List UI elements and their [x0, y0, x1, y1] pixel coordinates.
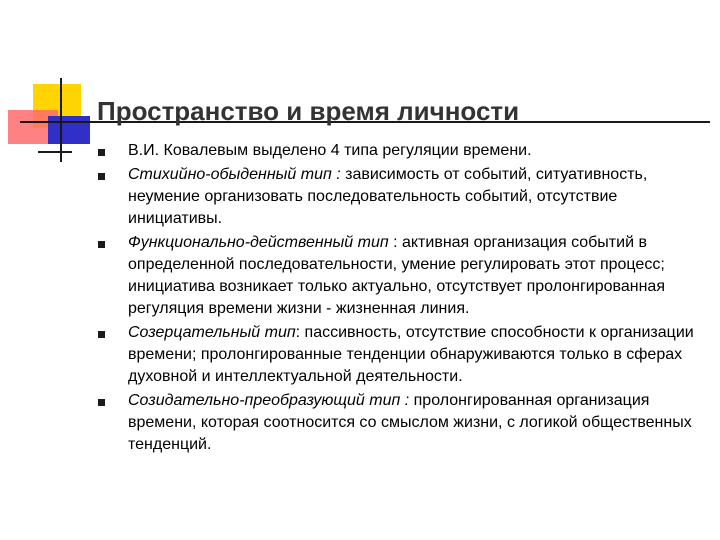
bullet-text: зависимость от событий, ситуативность, неумение организовать последовательность событий, отсутствие инициативы. [128, 166, 648, 227]
bullet-label: Созерцательный тип [128, 324, 296, 341]
slide-title: Пространство и время личности [97, 96, 520, 126]
bullet-text: : активная организация событий в определенной последовательности, умение регулировать этот процесс; инициатива возникает только актуально, отсутствует пролонгированная регуляция времени жизни - жизненная линия. [128, 234, 665, 317]
square-bullet-icon [98, 241, 105, 248]
decorative-vertical-line [60, 78, 62, 162]
bullet-item [90, 164, 710, 230]
bullet-text: пролонгированная организация времени, которая соотносится со смыслом жизни, с логикой общественных тенденций. [128, 392, 692, 453]
square-bullet-icon [98, 399, 105, 406]
bullet-text: В.И. Ковалевым выделено 4 типа регуляции времени. [128, 142, 532, 159]
square-bullet-icon [98, 331, 105, 338]
bullet-text: : пассивность, отсутствие способности к организации времени; пролонгированные тенденции обнаруживаются только в сферах духовной и интеллектуальной деятельности. [128, 324, 694, 385]
bullet-item [90, 322, 710, 388]
bullet-label: Стихийно-обыденный тип : [128, 166, 341, 183]
square-bullet-icon [98, 173, 105, 180]
bullet-item [90, 390, 710, 456]
bullet-item [90, 140, 710, 162]
bullet-list [90, 140, 710, 456]
square-bullet-icon [98, 149, 105, 156]
decorative-short-line [38, 151, 72, 153]
bullet-item [90, 232, 710, 320]
bullet-label: Функционально-действенный тип [128, 234, 389, 251]
bullet-label: Созидательно-преобразующий тип : [128, 392, 410, 409]
